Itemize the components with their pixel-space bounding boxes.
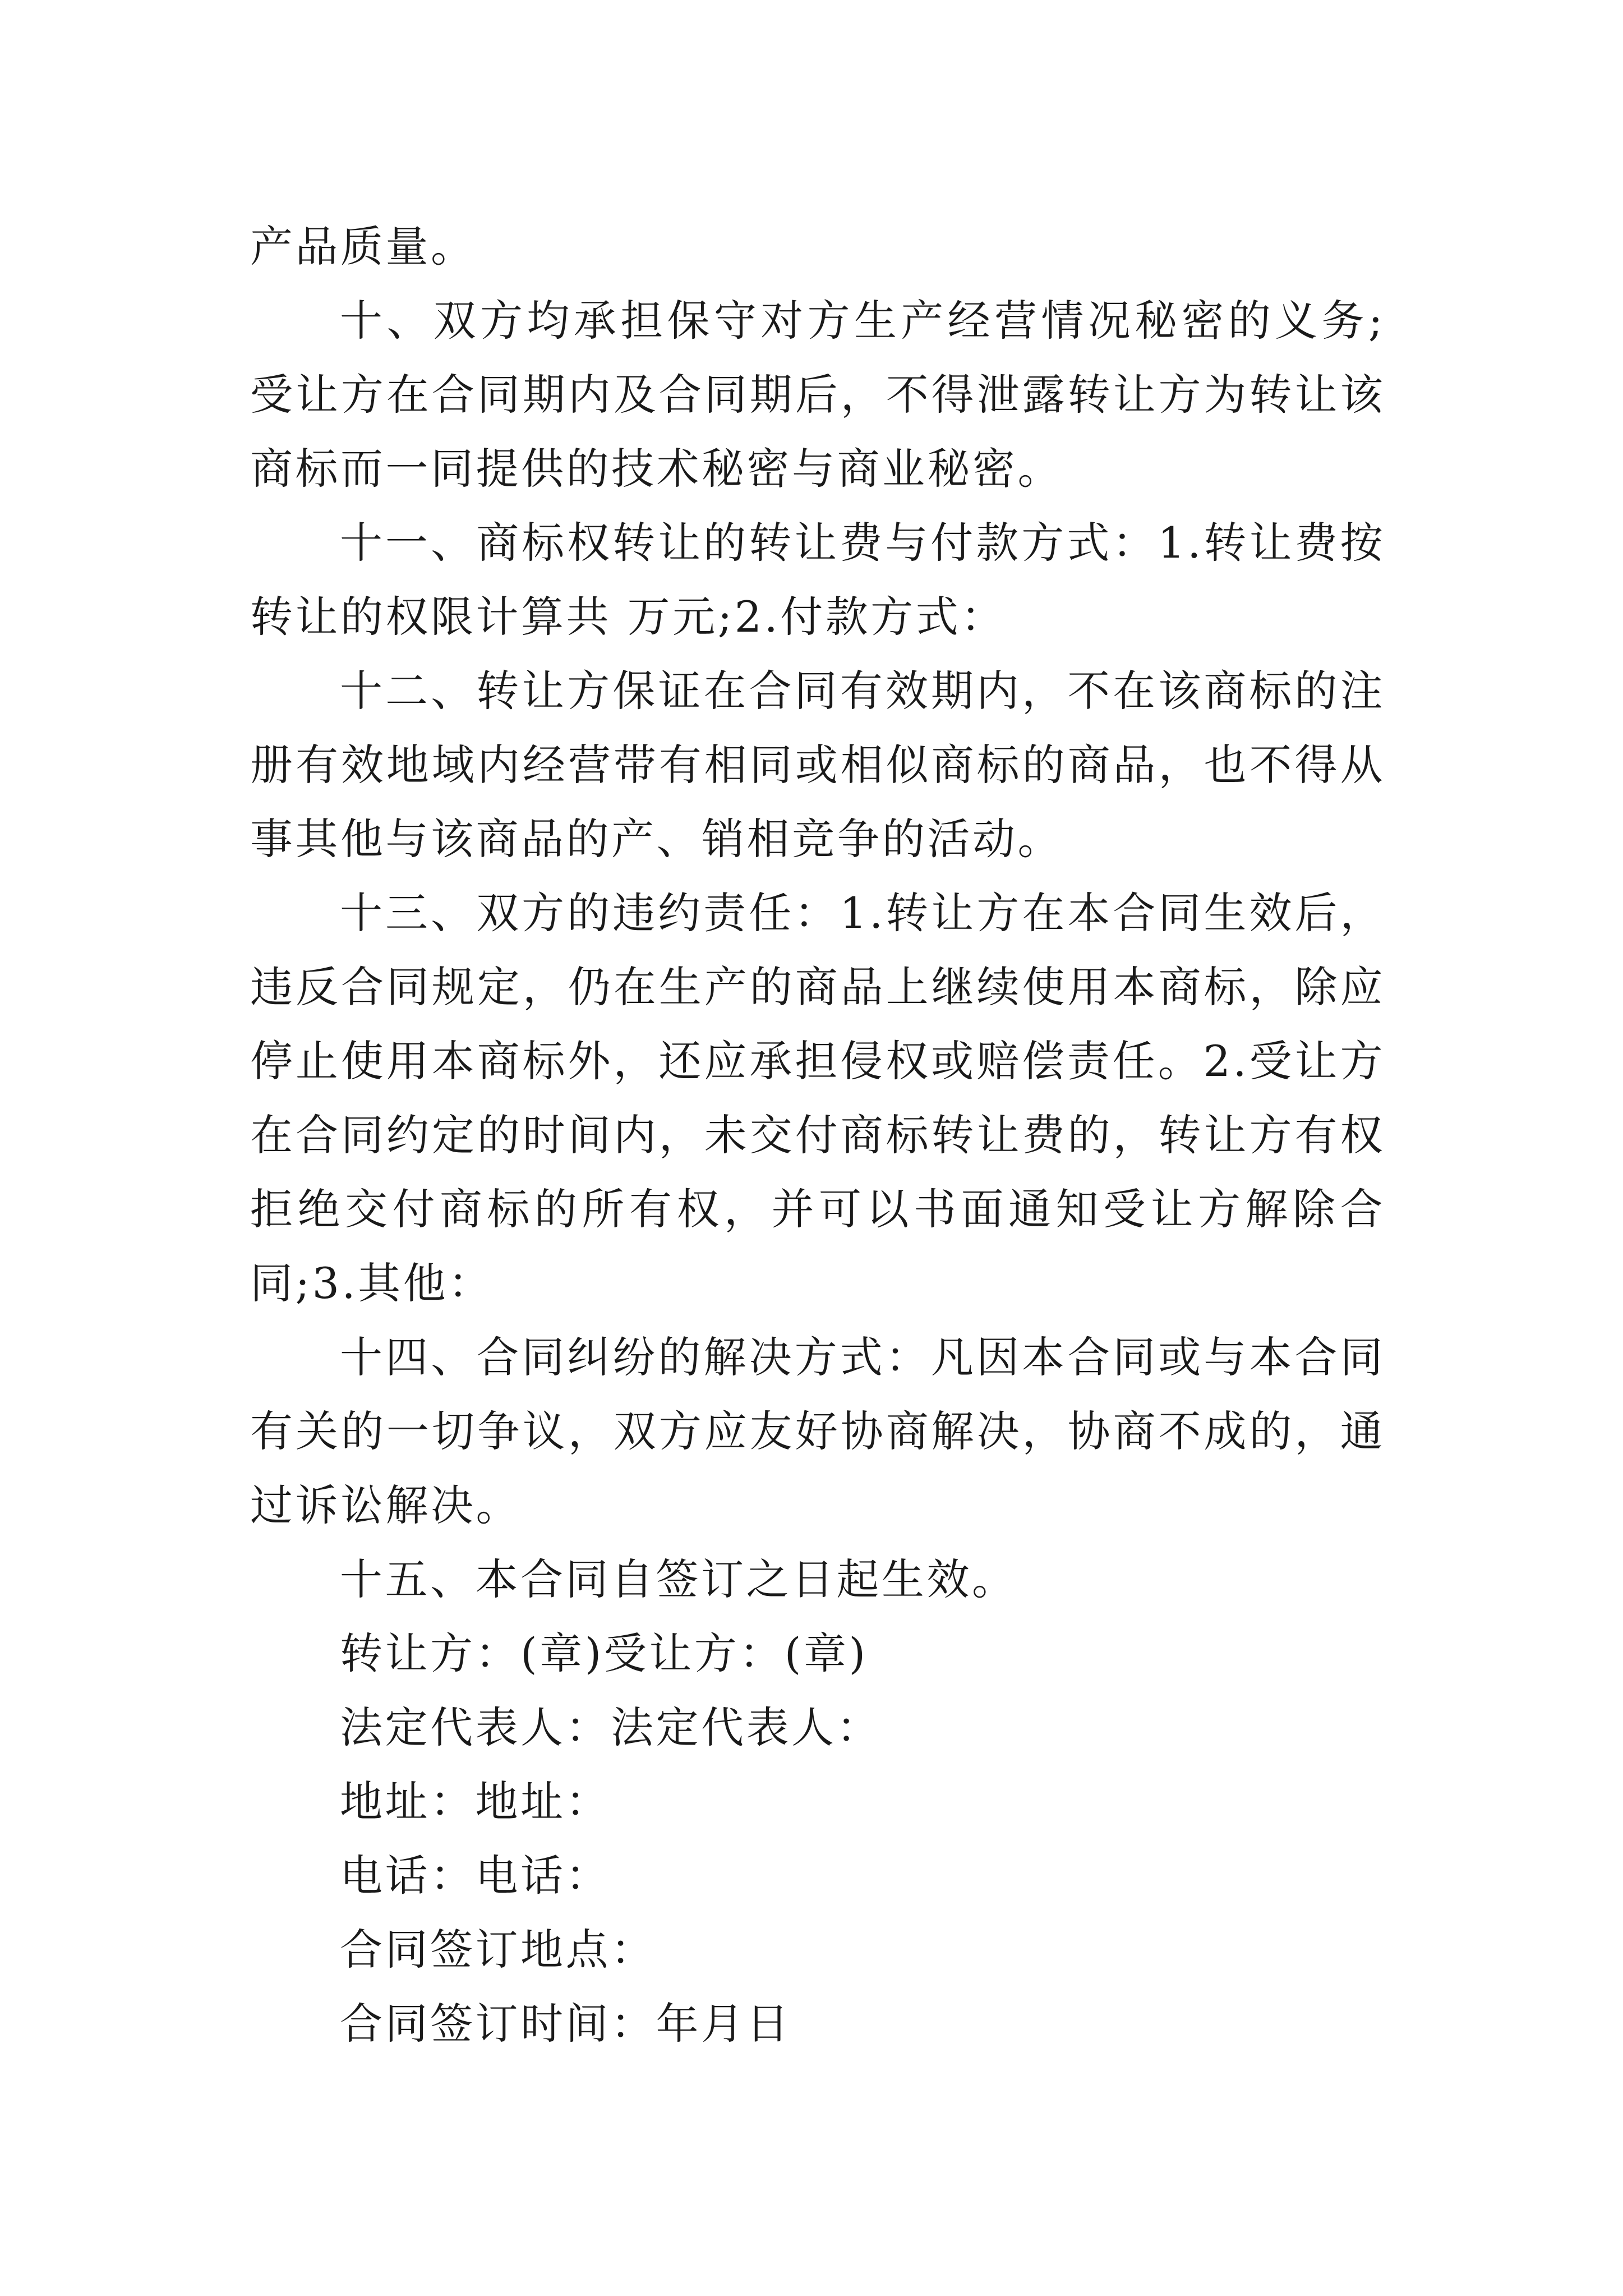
clause-12-non-compete: 十二、转让方保证在合同有效期内，不在该商标的注册有效地域内经营带有相同或相似商标的商品，也不得从事其他与该商品的产、销相竞争的活动。: [250, 666, 1385, 864]
signature-address: 地址：地址：: [340, 1777, 611, 1826]
signature-time: 合同签订时间：年月日: [340, 1999, 791, 2049]
signature-parties: 转让方：(章)受让方：(章): [340, 1628, 868, 1678]
signature-block: [250, 1617, 1385, 2061]
paragraph-continuation: 产品质量。: [250, 222, 476, 272]
clause-10-confidentiality: 十、双方均承担保守对方生产经营情况秘密的义务;受让方在合同期内及合同期后，不得泄露转让方为转让该商标而一同提供的技术秘密与商业秘密。: [250, 296, 1385, 494]
signature-place: 合同签订地点：: [340, 1925, 656, 1975]
document-body: [250, 210, 1385, 2061]
signature-representatives: 法定代表人：法定代表人：: [340, 1703, 882, 1752]
signature-phone: 电话：电话：: [340, 1851, 611, 1901]
clause-11-fee-payment: 十一、商标权转让的转让费与付款方式：1.转让费按转让的权限计算共 万元;2.付款方式：: [250, 518, 1385, 642]
clause-14-dispute-resolution: 十四、合同纠纷的解决方式：凡因本合同或与本合同有关的一切争议，双方应友好协商解决，协商不成的，通过诉讼解决。: [250, 1332, 1385, 1530]
clause-15-effective-date: 十五、本合同自签订之日起生效。: [340, 1554, 1017, 1604]
clause-13-breach-liability: 十三、双方的违约责任：1.转让方在本合同生效后，违反合同规定，仍在生产的商品上继续使用本商标，除应停止使用本商标外，还应承担侵权或赔偿责任。2.受让方在合同约定的时间内，未交付商标转让费的，转让方有权拒绝交付商标的所有权，并可以书面通知受让方解除合同;3.其他：: [250, 888, 1385, 1308]
